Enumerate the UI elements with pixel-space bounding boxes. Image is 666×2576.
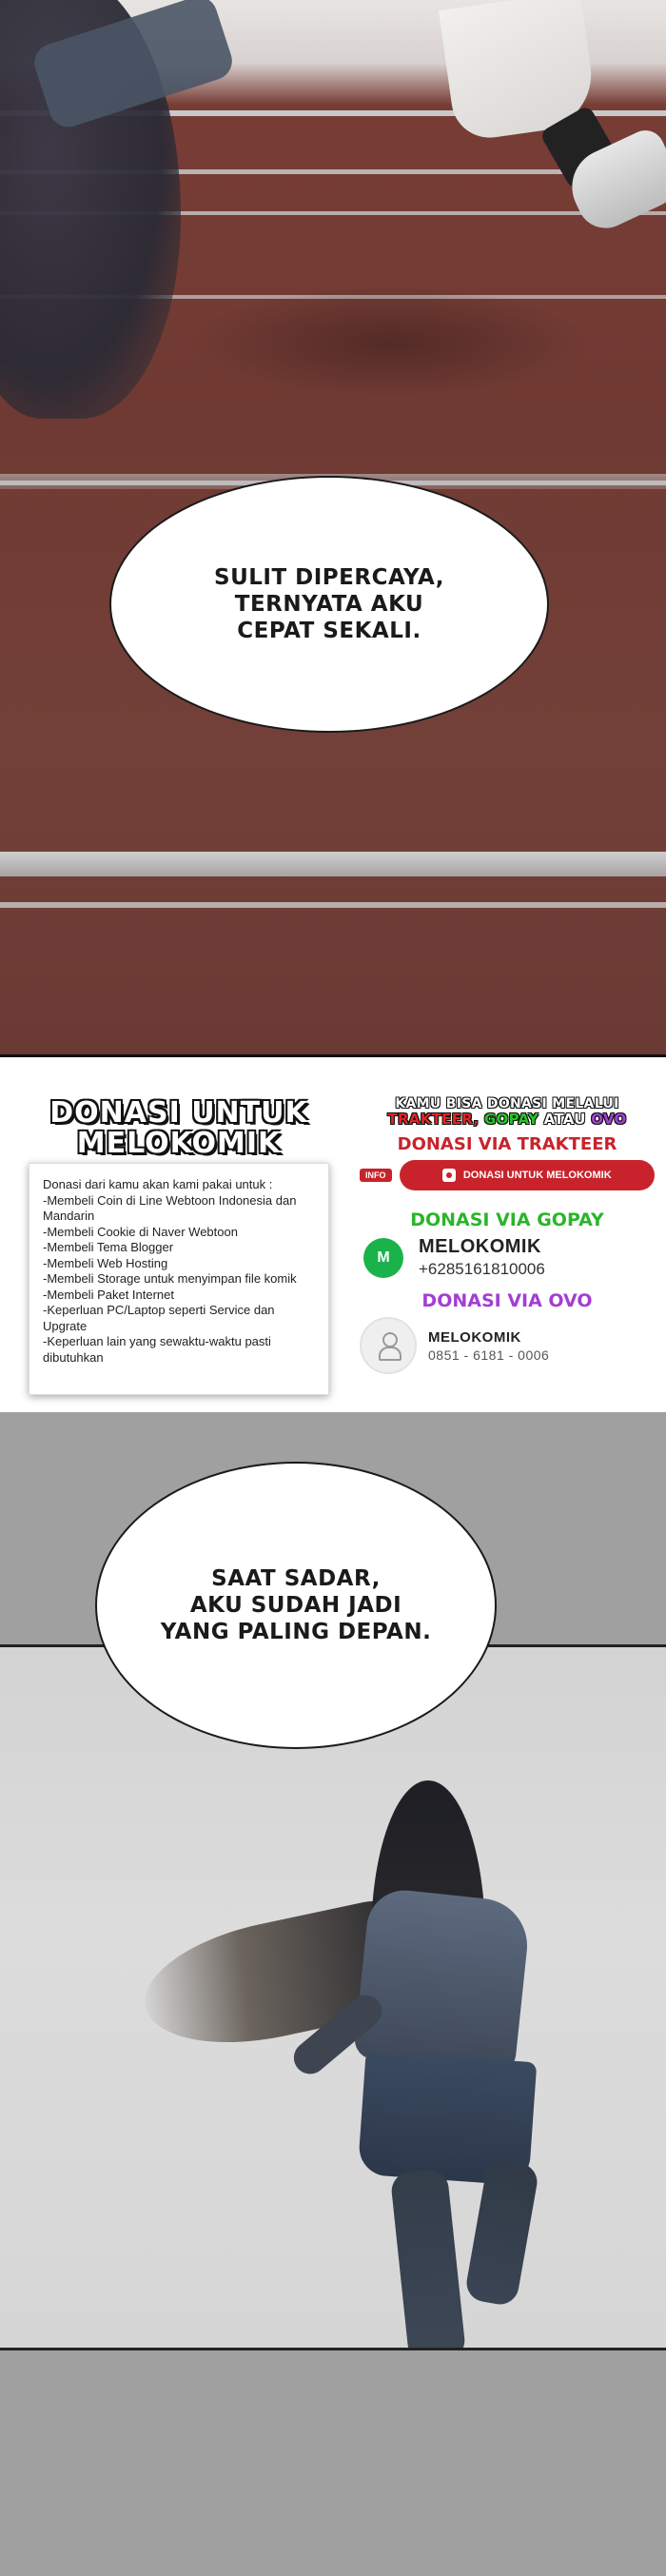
- header-trakteer: TRAKTEER,: [387, 1111, 480, 1128]
- speech-bubble: [109, 476, 549, 733]
- payment-header-line2: [360, 1111, 655, 1127]
- donation-usage-item: -Membeli Tema Blogger: [43, 1240, 174, 1254]
- trakteer-info-badge: INFO: [360, 1169, 392, 1182]
- ovo-name: MELOKOMIK: [428, 1328, 521, 1346]
- person-icon: [377, 1332, 400, 1359]
- ovo-row: [360, 1317, 655, 1374]
- comic-panel-track: [0, 0, 666, 1054]
- speech-bubble-text: SULIT DIPERCAYA, TERNYATA AKU CEPAT SEKALI.: [214, 565, 444, 643]
- donation-usage-item: -Membeli Web Hosting: [43, 1255, 168, 1270]
- comic-panel-runner-girl: [0, 1647, 666, 2348]
- gopay-title: DONASI VIA GOPAY: [410, 1209, 604, 1230]
- trakteer-button-label: DONASI UNTUK MELOKOMIK: [462, 1170, 612, 1181]
- speech-bubble: [95, 1462, 497, 1749]
- gopay-number: +6285161810006: [419, 1260, 545, 1278]
- ovo-avatar: [360, 1317, 417, 1374]
- donation-intro: Donasi dari kamu akan kami pakai untuk :: [43, 1177, 273, 1191]
- cup-icon: [442, 1169, 456, 1182]
- donation-usage-item: -Membeli Coin di Line Webtoon Indonesia dan Mandarin: [43, 1192, 297, 1223]
- payment-options: [360, 1096, 655, 1374]
- gopay-name: MELOKOMIK: [419, 1236, 541, 1257]
- trakteer-row: [360, 1160, 655, 1190]
- speech-bubble-text: SAAT SADAR, AKU SUDAH JADI YANG PALING DEPAN.: [160, 1566, 432, 1644]
- donation-usage-item: -Membeli Paket Internet: [43, 1287, 175, 1302]
- header-gopay: GOPAY: [483, 1111, 539, 1128]
- trakteer-title: DONASI VIA TRAKTEER: [397, 1134, 617, 1154]
- panel-gutter-grey: [0, 2350, 666, 2576]
- girl-torso: [353, 1887, 532, 2075]
- ovo-number: 0851 - 6181 - 0006: [428, 1347, 550, 1363]
- donation-usage-item: -Membeli Storage untuk menyimpan file komik: [43, 1271, 297, 1286]
- header-ovo: OVO: [591, 1111, 627, 1128]
- header-atau: ATAU: [543, 1111, 586, 1128]
- donation-usage-card: [29, 1163, 329, 1395]
- gopay-row: [360, 1236, 655, 1279]
- trakteer-donate-button[interactable]: [400, 1160, 656, 1190]
- runner-shadow: [190, 285, 590, 400]
- donation-usage-item: -Keperluan PC/Laptop seperti Service dan Upgrate: [43, 1303, 275, 1333]
- ovo-title: DONASI VIA OVO: [421, 1290, 593, 1311]
- track-lane-line: [0, 852, 666, 876]
- donation-usage-item: -Keperluan lain yang sewaktu-waktu pasti dibutuhkan: [43, 1334, 271, 1365]
- payment-header-line1: KAMU BISA DONASI MELALUI: [395, 1096, 619, 1111]
- girl-leg: [390, 2168, 467, 2348]
- gopay-avatar: M: [363, 1238, 403, 1278]
- donation-usage-item: -Membeli Cookie di Naver Webtoon: [43, 1224, 238, 1239]
- donation-title: DONASI UNTUK MELOKOMIK: [49, 1096, 308, 1160]
- track-lane-line: [0, 902, 666, 908]
- panel-gap: [0, 1054, 666, 1089]
- donation-banner: [0, 1089, 666, 1412]
